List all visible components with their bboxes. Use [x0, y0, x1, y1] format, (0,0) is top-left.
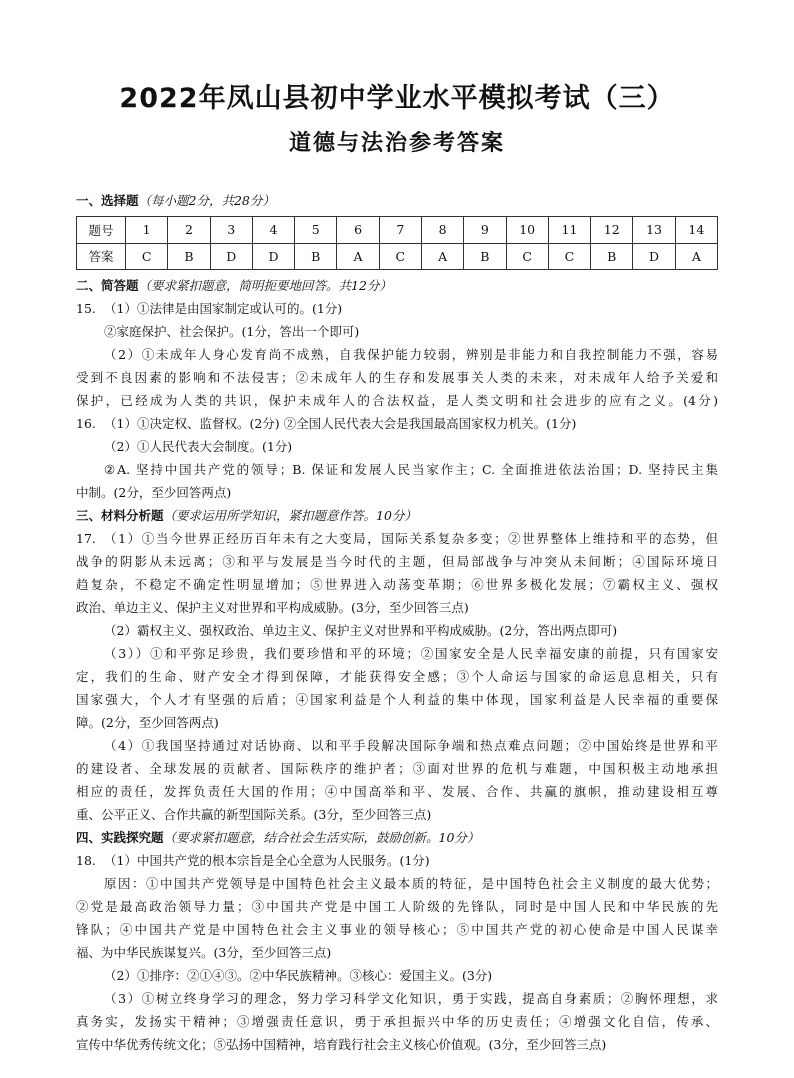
answer-line: 政治、单边主义、保护主义对世界和平构成威胁。(3分，至少回答三点) — [76, 600, 469, 615]
table-cell: B — [464, 243, 506, 270]
section-4-heading — [76, 826, 479, 849]
table-header-cell: 答案 — [77, 243, 126, 270]
answer-line: 国家强大，个人才有坚强的后盾；④国家利益是个人利益的集中体现，国家利益是人民幸福的重要保 — [76, 692, 718, 707]
answer-line: 宣传中华优秀传统文化；⑤弘扬中国精神，培育践行社会主义核心价值观。(3分，至少回答三点) — [76, 1037, 607, 1052]
section-3-note: （要求运用所学知识，紧扣题意作答。10分） — [163, 508, 417, 523]
exam-title: 2022年凤山县初中学业水平模拟考试（三） — [119, 83, 675, 114]
section-1-heading — [76, 191, 275, 209]
section-1-note: （每小题2分，共28分） — [138, 193, 275, 208]
exam-subtitle: 道德与法治参考答案 — [288, 131, 505, 156]
answer-line: （2）①排序：②①④③。②中华民族精神。③核心：爱国主义。(3分) — [104, 968, 493, 983]
table-cell: 3 — [210, 217, 252, 244]
section-2-note: （要求紧扣题意，简明扼要地回答。共12分） — [138, 278, 392, 293]
answer-line: 相应的责任，发挥负责任大国的作用；④中国高举和平、发展、合作、共赢的旗帜，推动建设相互尊 — [76, 784, 718, 799]
table-cell: D — [252, 243, 294, 270]
answer-line: 中制。(2分，至少回答两点) — [76, 485, 232, 500]
answer-line: 的建设者、全球发展的贡献者、国际秩序的维护者；③面对世界的危机与难题，中国积极主动地承担 — [76, 761, 718, 776]
answer-line: （1）①法律是由国家制定或认可的。(1分) — [104, 301, 343, 316]
table-cell: 6 — [337, 217, 379, 244]
table-cell: 13 — [633, 217, 675, 244]
answer-line: （2）①未成年人身心发育尚不成熟，自我保护能力较弱，辨别是非能力和自我控制能力不强，容易 — [104, 347, 718, 362]
answer-line: ②党是最高政治领导力量；③中国共产党是中国工人阶级的先锋队，同时是中国人民和中华民族的先 — [76, 899, 718, 914]
section-2-heading — [76, 274, 392, 297]
section-4-note: （要求紧扣题意，结合社会生活实际，鼓励创新。10分） — [163, 830, 480, 845]
table-cell: 5 — [295, 217, 337, 244]
answer-line: 真务实，发扬实干精神；③增强责任意识，勇于承担振兴中华的历史责任；④增强文化自信，传承、 — [76, 1014, 718, 1029]
table-cell: 8 — [421, 217, 463, 244]
answer-line: （1）①决定权、监督权。(2分) ②全国人民代表大会是我国最高国家权力机关。(1分) — [104, 416, 577, 431]
question-number-15: 15. — [76, 301, 96, 316]
section-2-title: 二、简答题 — [76, 278, 139, 293]
answer-line: （3）①树立终身学习的理念，努力学习科学文化知识，勇于实践，提高自身素质；②胸怀理想，求 — [104, 991, 718, 1006]
answers-body — [76, 274, 718, 1074]
question-number-16: 16. — [76, 416, 96, 431]
answer-line: （1）中国共产党的根本宗旨是全心全意为人民服务。(1分) — [104, 853, 430, 868]
table-cell: C — [548, 243, 590, 270]
table-cell: 9 — [464, 217, 506, 244]
answer-line: （2）①人民代表大会制度。(1分) — [104, 439, 293, 454]
answer-line: ②家庭保护、社会保护。(1分，答出一个即可) — [104, 324, 360, 339]
answer-line: 障。(2分，至少回答两点) — [76, 715, 219, 730]
table-cell: B — [591, 243, 633, 270]
table-cell: D — [210, 243, 252, 270]
table-row-question-numbers — [77, 217, 718, 244]
section-3-title: 三、材料分析题 — [76, 508, 164, 523]
section-4-title: 四、实践探究题 — [76, 830, 164, 845]
answer-line: 趋复杂，不稳定不确定性明显增加；⑤世界进入动荡变革期；⑥世界多极化发展；⑦霸权主义、强权 — [76, 577, 718, 592]
table-cell: B — [168, 243, 210, 270]
table-cell: 11 — [548, 217, 590, 244]
answer-line: （1）①当今世界正经历百年未有之大变局，国际关系复杂多变；②世界整体上维持和平的态势，但 — [104, 531, 718, 546]
answer-line: 受到不良因素的影响和不法侵害；②未成年人的生存和发展事关人类的未来，对未成年人给予关爱和 — [76, 370, 718, 385]
answer-line: 原因：①中国共产党领导是中国特色社会主义最本质的特征，是中国特色社会主义制度的最大优势； — [104, 876, 718, 891]
table-cell: C — [126, 243, 168, 270]
table-cell: 2 — [168, 217, 210, 244]
answer-line: （3））①和平弥足珍贵，我们要珍惜和平的环境；②国家安全是人民幸福安康的前提，只有国家安 — [104, 646, 718, 661]
answer-line: 福、为中华民族谋复兴。(3分，至少回答三点) — [76, 945, 332, 960]
answer-line: 战争的阴影从未远离；③和平与发展是当今时代的主题，但局部战争与冲突从未间断；④国际环境日 — [76, 554, 718, 569]
table-cell: 4 — [252, 217, 294, 244]
table-cell: 1 — [126, 217, 168, 244]
question-number-18: 18. — [76, 853, 96, 868]
answer-line: 定，我们的生命、财产安全才得到保障，才能获得安全感；③个人命运与国家的命运息息相关，只有 — [76, 669, 718, 684]
question-number-17: 17. — [76, 531, 96, 546]
table-cell: A — [421, 243, 463, 270]
answer-line: ②A. 坚持中国共产党的领导；B. 保证和发展人民当家作主；C. 全面推进依法治国；D. 坚持民主集 — [104, 462, 718, 477]
answer-line: 重、公平正义、合作共赢的新型国际关系。(3分，至少回答三点) — [76, 807, 432, 822]
table-header-cell: 题号 — [77, 217, 126, 244]
table-cell: D — [633, 243, 675, 270]
table-cell: 7 — [379, 217, 421, 244]
table-cell: B — [295, 243, 337, 270]
answer-table — [76, 216, 718, 270]
table-cell: A — [675, 243, 717, 270]
section-1-title: 一、选择题 — [76, 193, 139, 208]
table-cell: C — [506, 243, 548, 270]
section-3-heading — [76, 504, 417, 527]
answer-line: 保护，已经成为人类的共识，保护未成年人的合法权益，是人类文明和社会进步的应有之义。(4分) — [76, 393, 718, 408]
answer-line: （2）霸权主义、强权政治、单边主义、保护主义对世界和平构成威胁。(2分，答出两点即可) — [104, 623, 618, 638]
table-cell: 10 — [506, 217, 548, 244]
table-cell: C — [379, 243, 421, 270]
answer-line: 锋队；④中国共产党是中国特色社会主义事业的领导核心；⑤中国共产党的初心使命是中国人民谋幸 — [76, 922, 718, 937]
answer-line: （4）①我国坚持通过对话协商、以和平手段解决国际争端和热点难点问题；②中国始终是世界和平 — [104, 738, 718, 753]
table-cell: 14 — [675, 217, 717, 244]
table-cell: 12 — [591, 217, 633, 244]
table-row-answers — [77, 243, 718, 270]
table-cell: A — [337, 243, 379, 270]
